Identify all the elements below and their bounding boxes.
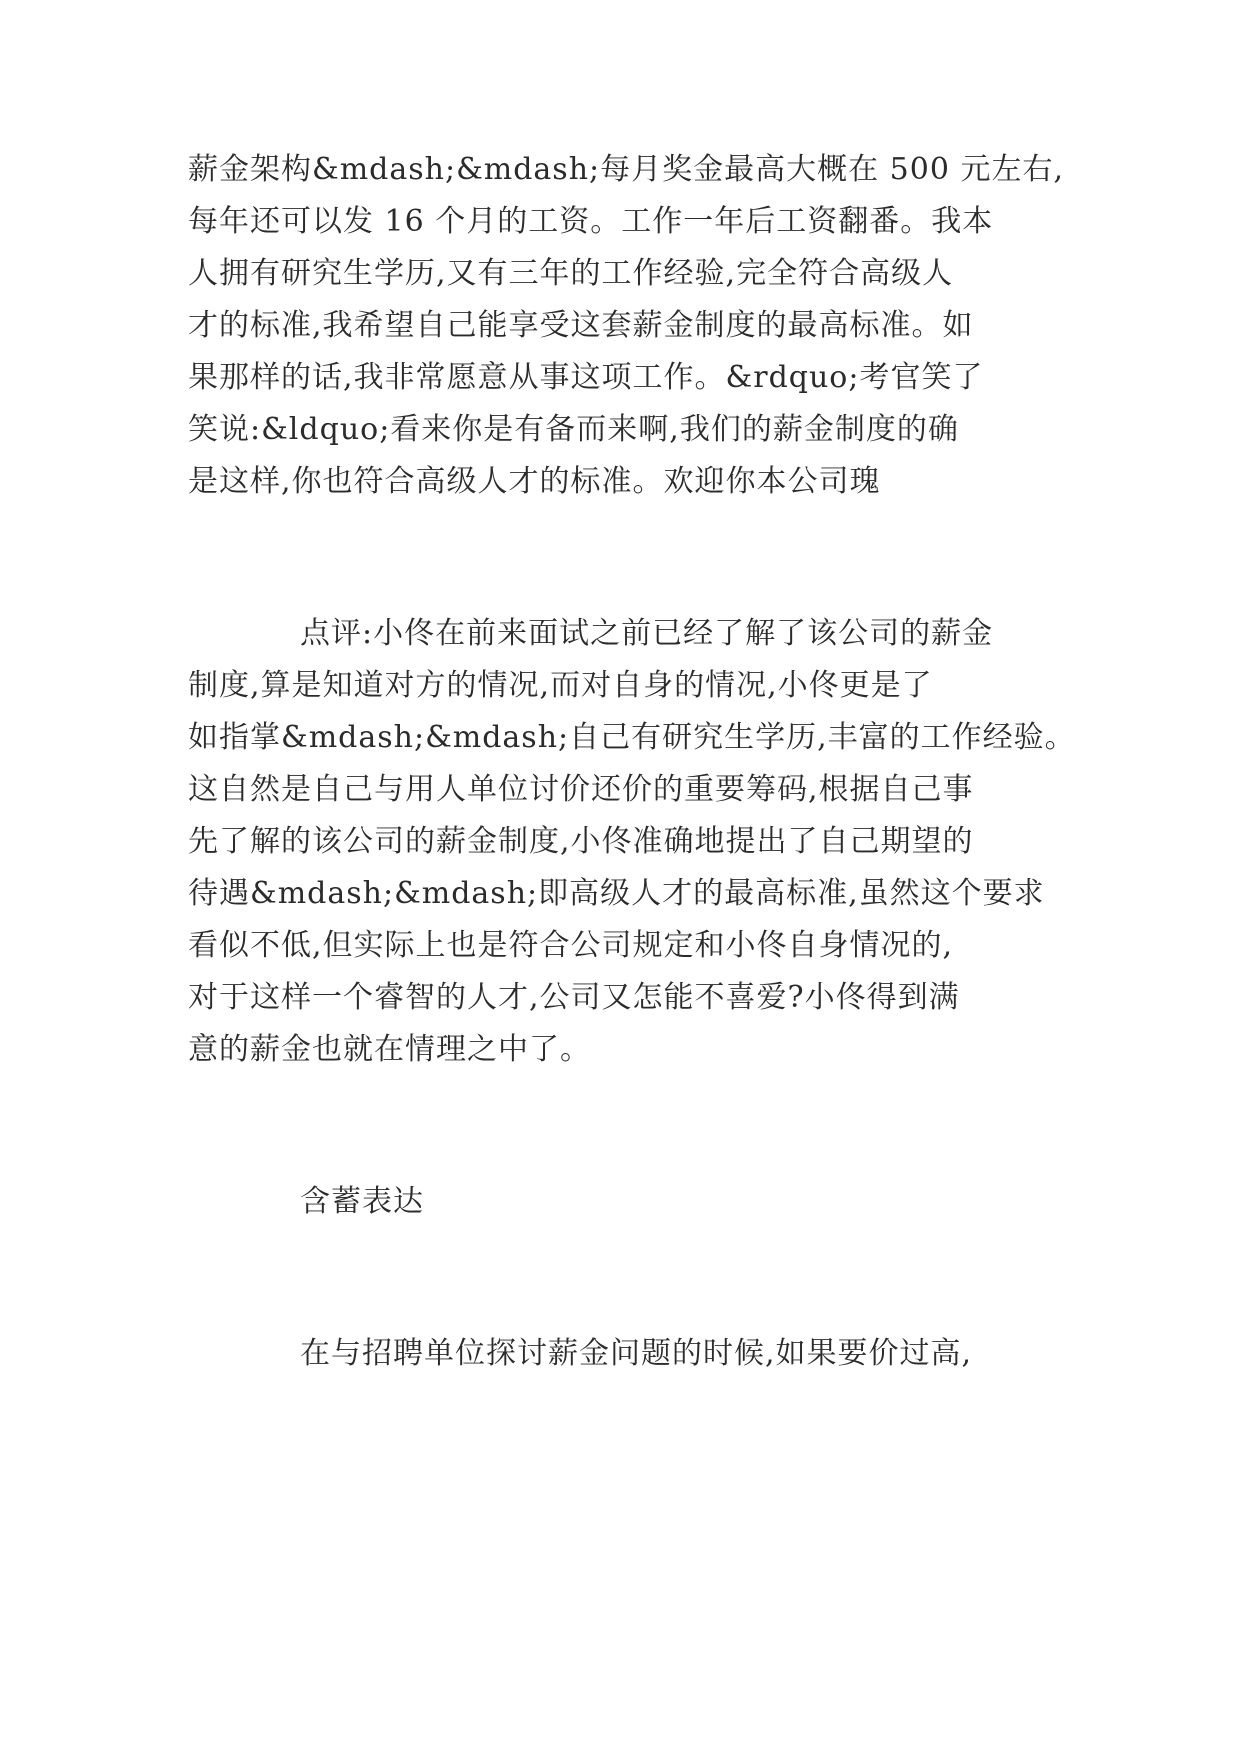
text-line: 果那样的话,我非常愿意从事这项工作。&rdquo;考官笑了 [188,360,984,395]
text-line: 笑说:&ldquo;看来你是有备而来啊,我们的薪金制度的确 [188,412,959,447]
text-line: 是这样,你也符合高级人才的标准。欢迎你本公司瑰 [188,464,881,499]
text-line: 待遇&mdash;&mdash;即高级人才的最高标准,虽然这个要求 [188,876,1045,911]
text-line: 看似不低,但实际上也是符合公司规定和小佟自身情况的, [188,928,954,963]
text-line: 对于这样一个睿智的人才,公司又怎能不喜爱?小佟得到满 [188,980,960,1015]
text-line: 如指掌&mdash;&mdash;自己有研究生学历,丰富的工作经验。 [188,720,1076,755]
text-line: 先了解的该公司的薪金制度,小佟准确地提出了自己期望的 [188,824,974,859]
text-line: 人拥有研究生学历,又有三年的工作经验,完全符合高级人 [188,256,954,291]
text-line: 在与招聘单位探讨薪金问题的时候,如果要价过高, [300,1336,973,1371]
text-line: 才的标准,我希望自己能享受这套薪金制度的最高标准。如 [188,308,974,343]
section-heading: 含蓄表达 [300,1184,424,1219]
text-line: 制度,算是知道对方的情况,而对自身的情况,小佟更是了 [188,668,933,703]
text-line: 意的薪金也就在情理之中了。 [188,1032,591,1067]
text-line: 每年还可以发 16 个月的工资。工作一年后工资翻番。我本 [188,204,994,239]
text-line: 点评:小佟在前来面试之前已经了解了该公司的薪金 [300,616,994,651]
text-line: 薪金架构&mdash;&mdash;每月奖金最高大概在 500 元左右, [188,152,1064,187]
text-line: 这自然是自己与用人单位讨价还价的重要筹码,根据自己事 [188,772,974,807]
